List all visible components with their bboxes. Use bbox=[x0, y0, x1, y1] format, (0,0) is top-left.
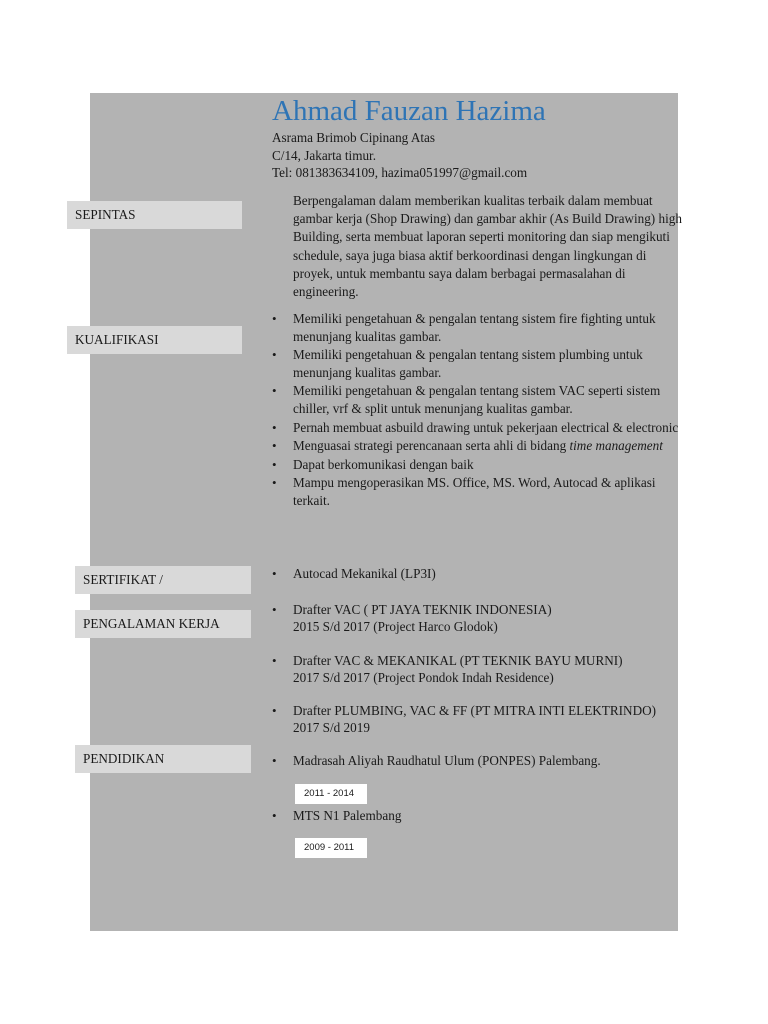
bullet-icon: • bbox=[272, 653, 277, 668]
bullet-icon: • bbox=[272, 602, 277, 617]
address-line-2: C/14, Jakarta timur. bbox=[272, 147, 377, 163]
qualification-time-text: Menguasai strategi perencanaan serta ahli di bidang bbox=[293, 438, 570, 454]
list-item bbox=[293, 437, 688, 455]
section-label-sepintas: SEPINTAS bbox=[67, 201, 242, 229]
list-item: • Memiliki pengetahuan & pengalan tentang sistem fire fighting untuk menunjang kualitas gambar. bbox=[293, 310, 688, 345]
bullet-icon: • bbox=[272, 703, 277, 718]
experience-item bbox=[272, 601, 693, 635]
experience-item bbox=[272, 652, 693, 686]
education-years: 2011 - 2014 bbox=[295, 784, 367, 804]
contact-info: Tel: 081383634109, hazima051997@gmail.com bbox=[272, 165, 528, 180]
education-years: 2009 - 2011 bbox=[295, 838, 367, 858]
contact-block bbox=[272, 129, 527, 182]
experience-period: 2017 S/d 2019 bbox=[293, 720, 370, 736]
section-label-pengalaman: PENGALAMAN KERJA bbox=[75, 610, 251, 638]
education-item bbox=[272, 752, 693, 769]
experience-period: 2017 S/d 2017 (Project Pondok Indah Residence) bbox=[293, 670, 554, 686]
section-label-sertifikat: SERTIFIKAT / bbox=[75, 566, 251, 594]
experience-title: Drafter VAC & MEKANIKAL (PT TEKNIK BAYU MURNI) bbox=[293, 653, 623, 668]
list-item: • Memiliki pengetahuan & pengalan tentang sistem plumbing untuk menunjang kualitas gambar. bbox=[293, 346, 688, 381]
list-item: • Dapat berkomunikasi dengan baik bbox=[293, 456, 688, 474]
education-school: MTS N1 Palembang bbox=[293, 808, 402, 823]
qualification-list bbox=[293, 310, 688, 511]
list-item: • Mampu mengoperasikan MS. Office, MS. Word, Autocad & aplikasi terkait. bbox=[293, 474, 688, 509]
section-label-pendidikan: PENDIDIKAN bbox=[75, 745, 251, 773]
experience-item bbox=[272, 702, 693, 736]
list-item: • Pernah membuat asbuild drawing untuk pekerjaan electrical & electronic bbox=[293, 419, 688, 437]
experience-title: Drafter VAC ( PT JAYA TEKNIK INDONESIA) bbox=[293, 602, 552, 617]
applicant-name: Ahmad Fauzan Hazima bbox=[272, 95, 546, 127]
education-school: Madrasah Aliyah Raudhatul Ulum (PONPES) Palembang. bbox=[293, 753, 601, 768]
section-label-kualifikasi: KUALIFIKASI bbox=[67, 326, 242, 354]
summary-text: Berpengalaman dalam memberikan kualitas terbaik dalam membuat gambar kerja (Shop Drawing) dan gambar akhir (As Build Drawing) high Building, serta membuat laporan seperti monitoring dan siap mengikuti schedule, saya juga biasa aktif berkoordinasi dengan lingkungan di proyek, untuk membantu saya dalam berbagai permasalahan di engineering. bbox=[293, 193, 682, 300]
list-item: • Memiliki pengetahuan & pengalan tentang sistem VAC seperti sistem chiller, vrf & split untuk menunjang kualitas gambar. bbox=[293, 382, 688, 417]
bullet-icon: • bbox=[272, 808, 277, 823]
certificate-list bbox=[293, 565, 688, 584]
experience-period: 2015 S/d 2017 (Project Harco Glodok) bbox=[293, 619, 498, 635]
list-item: • Autocad Mekanikal (LP3I) bbox=[293, 565, 688, 583]
experience-title: Drafter PLUMBING, VAC & FF (PT MITRA INTI ELEKTRINDO) bbox=[293, 703, 657, 718]
bullet-icon: • bbox=[272, 753, 277, 768]
address-line-1: Asrama Brimob Cipinang Atas bbox=[272, 130, 435, 145]
education-item bbox=[272, 807, 693, 824]
qualification-time-italic: time management bbox=[569, 438, 663, 454]
